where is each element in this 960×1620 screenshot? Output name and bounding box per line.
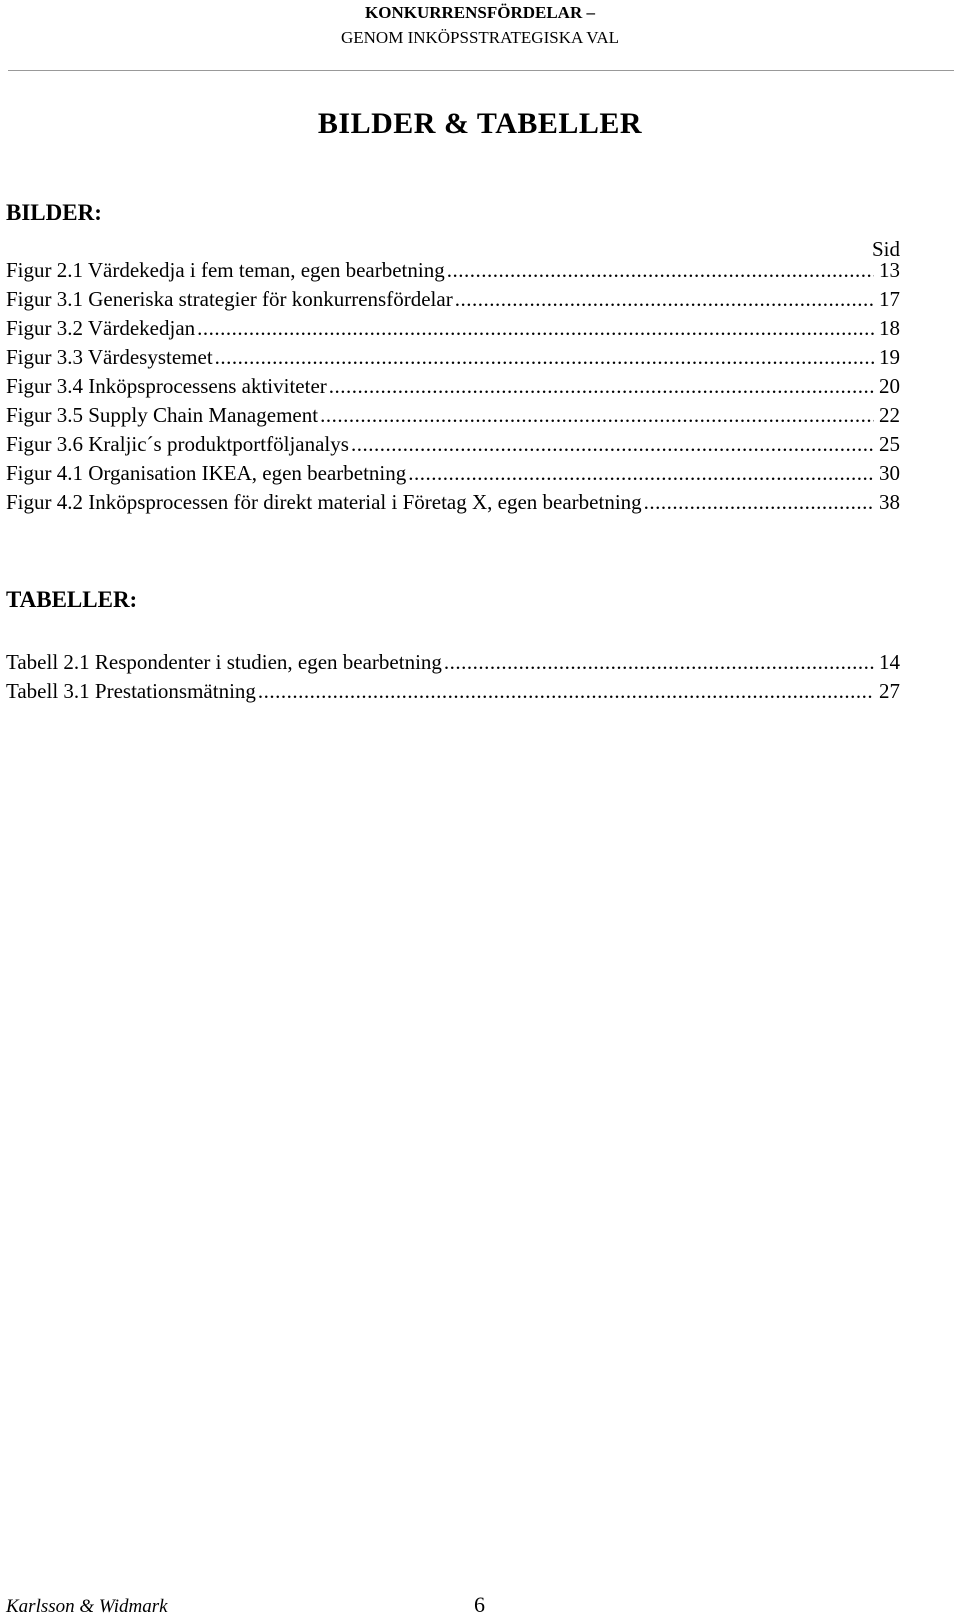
- toc-entry-label: Figur 3.6 Kraljic´s produktportföljanalys: [6, 432, 349, 456]
- table-list: [6, 648, 900, 706]
- toc-entry-figure[interactable]: [6, 430, 900, 459]
- dot-leader: [455, 285, 874, 314]
- toc-entry-page: 18: [879, 316, 900, 340]
- page-column-label: Sid: [871, 237, 900, 261]
- dot-leader: [320, 401, 874, 430]
- toc-entry-label: Figur 4.1 Organisation IKEA, egen bearbetning: [6, 461, 407, 485]
- toc-entry-label: Figur 3.2 Värdekedjan: [6, 316, 196, 340]
- tabeller-heading: TABELLER:: [6, 587, 138, 612]
- toc-entry-page: 25: [879, 432, 900, 456]
- toc-entry-figure[interactable]: [6, 343, 900, 372]
- toc-entry-figure[interactable]: [6, 314, 900, 343]
- toc-entry-figure[interactable]: [6, 285, 900, 314]
- toc-entry-label: Figur 4.2 Inköpsprocessen för direkt material i Företag X, egen bearbetning: [6, 490, 642, 514]
- dot-leader: [197, 314, 874, 343]
- dot-leader: [215, 343, 874, 372]
- toc-entry-page: 22: [879, 403, 900, 427]
- toc-entry-label: Tabell 2.1 Respondenter i studien, egen bearbetning: [6, 650, 442, 674]
- toc-entry-label: Figur 3.3 Värdesystemet: [6, 345, 213, 369]
- dot-leader: [258, 677, 874, 706]
- toc-entry-figure[interactable]: [6, 459, 900, 488]
- toc-entry-page: 38: [879, 490, 900, 514]
- dot-leader: [447, 256, 874, 285]
- toc-entry-page: 14: [879, 650, 900, 674]
- dot-leader: [644, 488, 874, 517]
- dot-leader: [329, 372, 874, 401]
- running-header-subtitle: GENOM INKÖPSSTRATEGISKA VAL: [340, 28, 620, 47]
- header-divider: [8, 70, 954, 71]
- toc-entry-figure[interactable]: [6, 256, 900, 285]
- toc-entry-page: 20: [879, 374, 900, 398]
- toc-entry-label: Figur 2.1 Värdekedja i fem teman, egen bearbetning: [6, 258, 445, 282]
- toc-entry-page: 17: [879, 287, 900, 311]
- toc-entry-table[interactable]: [6, 648, 900, 677]
- footer-authors: Karlsson & Widmark: [6, 1596, 168, 1617]
- toc-entry-label: Figur 3.5 Supply Chain Management: [6, 403, 319, 427]
- toc-entry-page: 19: [879, 345, 900, 369]
- toc-entry-figure[interactable]: [6, 488, 900, 517]
- toc-entry-page: 13: [879, 258, 900, 282]
- dot-leader: [351, 430, 874, 459]
- dot-leader: [408, 459, 874, 488]
- toc-entry-figure[interactable]: [6, 372, 900, 401]
- toc-entry-page: 30: [879, 461, 900, 485]
- toc-entry-label: Tabell 3.1 Prestationsmätning: [6, 679, 256, 703]
- page-number: 6: [474, 1592, 485, 1617]
- running-header-title: KONKURRENSFÖRDELAR –: [365, 3, 595, 22]
- toc-entry-page: 27: [879, 679, 900, 703]
- dot-leader: [444, 648, 874, 677]
- bilder-heading: BILDER:: [6, 200, 102, 225]
- page-title: BILDER & TABELLER: [317, 107, 643, 140]
- toc-entry-table[interactable]: [6, 677, 900, 706]
- figure-list: [6, 256, 900, 517]
- toc-entry-label: Figur 3.4 Inköpsprocessens aktiviteter: [6, 374, 327, 398]
- toc-entry-label: Figur 3.1 Generiska strategier för konkurrensfördelar: [6, 287, 453, 311]
- toc-entry-figure[interactable]: [6, 401, 900, 430]
- running-header: [0, 0, 960, 50]
